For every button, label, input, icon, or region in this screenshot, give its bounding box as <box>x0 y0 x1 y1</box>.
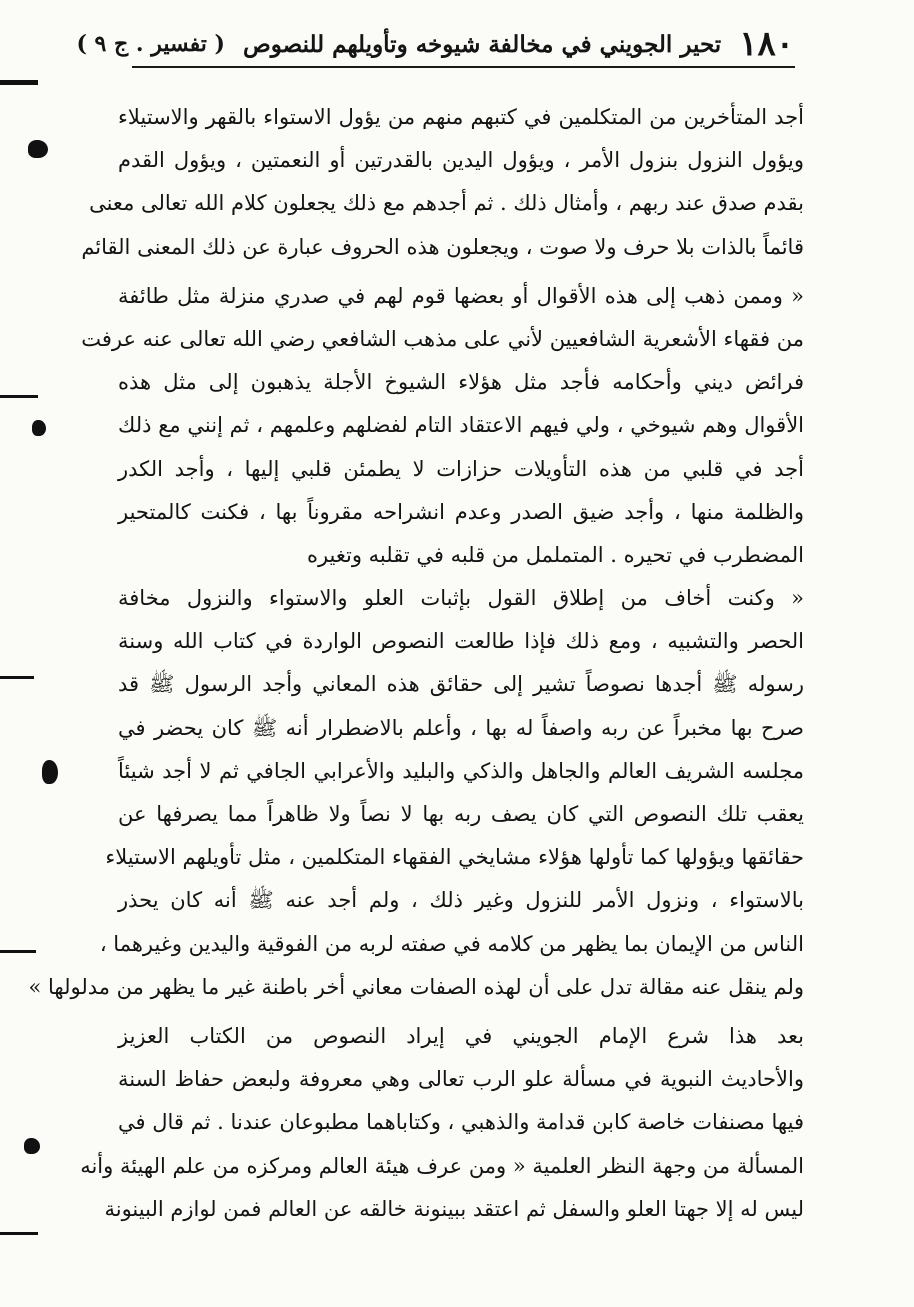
scan-mark <box>0 395 38 398</box>
text-line: فرائض ديني وأحكامه فأجد مثل هؤلاء الشيوخ الأجلة يذهبون إلى مثل هذه <box>118 370 804 395</box>
text-line: ويؤول النزول بنزول الأمر ، ويؤول اليدين بالقدرتين أو النعمتين ، ويؤول القدم <box>118 148 804 173</box>
text-line: مجلسه الشريف العالم والجاهل والذكي والبليد والأعرابي الجافي ثم لا أجد شيئاً <box>118 758 804 783</box>
paragraph-4 <box>80 1015 804 1231</box>
text-line: والأحاديث النبوية في مسألة علو الرب تعالى وهي معروفة ولبعض حفاظ السنة <box>118 1067 804 1092</box>
paragraph-2 <box>81 275 804 577</box>
text-line: بالاستواء ، ونزول الأمر للنزول وغير ذلك ، ولم أجد عنه ﷺ أنه كان يحذر <box>118 888 804 913</box>
page-number: ١٨٠ <box>739 24 794 64</box>
text-line: الأقوال وهم شيوخي ، ولي فيهم الاعتقاد التام لفضلهم وعلمهم ، ثم إنني مع ذلك <box>118 413 804 438</box>
text-line: يعقب تلك النصوص التي كان يصف ربه بها لا نصاً ولا ظاهراً مما يصرفها عن <box>118 802 804 826</box>
text-line: ليس له إلا جهتا العلو والسفل ثم اعتقد ببينونة خالقه عن العالم فمن لوازم البينونة <box>104 1196 804 1221</box>
header-rule <box>132 66 795 68</box>
page-header <box>76 22 794 66</box>
text-line: حقائقها ويؤولها كما تأولها هؤلاء مشايخي الفقهاء المتكلمين ، مثل تأويلهم الاستيلاء <box>105 845 804 870</box>
body-text <box>28 96 804 1231</box>
scan-mark <box>0 80 38 85</box>
text-line: الناس من الإيمان بما يظهر من كلامه في صفته لربه من الفوقية واليدين وغيرهما ، <box>99 931 804 956</box>
text-line: صرح بها مخبراً عن ربه واصفاً له بها ، وأعلم بالاضطرار أنه ﷺ كان يحضر في <box>118 715 804 740</box>
text-line: بعد هذا شرع الإمام الجويني في إيراد النصوص من الكتاب العزيز <box>118 1023 804 1048</box>
scan-blot <box>24 1138 40 1154</box>
text-line: « وكنت أخاف من إطلاق القول بإثبات العلو والاستواء والنزول مخافة <box>118 586 804 611</box>
text-line: فيها مصنفات خاصة كابن قدامة والذهبي ، وكتاباهما مطبوعان عندنا . ثم قال في <box>118 1110 804 1135</box>
scan-mark <box>0 1232 38 1235</box>
scan-mark <box>0 676 34 679</box>
text-line: من فقهاء الأشعرية الشافعيين لأني على مذهب الشافعي رضي الله تعالى عنه عرفت <box>81 326 804 351</box>
text-line: ولم ينقل عنه مقالة تدل على أن لهذه الصفات معاني أخر باطنة غير ما يظهر من مدلولها » <box>28 974 804 999</box>
scan-mark <box>0 950 36 953</box>
paragraph-1 <box>81 96 804 269</box>
scan-blot <box>42 760 58 784</box>
text-line: بقدم صدق عند ربهم ، وأمثال ذلك . ثم أجدهم مع ذلك يجعلون كلام الله تعالى معنى <box>89 191 804 216</box>
text-line: قائماً بالذات بلا حرف ولا صوت ، ويجعلون هذه الحروف عبارة عن ذلك المعنى القائم <box>81 234 804 259</box>
running-title: تحير الجويني في مخالفة شيوخه وتأويلهم للنصوص <box>242 30 722 58</box>
text-line: الحصر والتشبيه ، ومع ذلك فإذا طالعت النصوص الواردة في كتاب الله وسنة <box>118 629 804 654</box>
scan-blot <box>32 420 46 436</box>
text-line: المسألة من وجهة النظر العلمية « ومن عرف هيئة العالم ومركزه من علم الهيئة وأنه <box>80 1153 804 1178</box>
text-line: المضطرب في تحيره . المتململ من قلبه في تقلبه وتغيره <box>306 542 804 567</box>
text-line: رسوله ﷺ أجدها نصوصاً تشير إلى حقائق هذه المعاني وأجد الرسول ﷺ قد <box>118 672 804 697</box>
paragraph-3 <box>28 577 804 1009</box>
text-line: « وممن ذهب إلى هذه الأقوال أو بعضها قوم لهم في صدري منزلة مثل طائفة <box>118 283 804 308</box>
scan-blot <box>28 140 48 158</box>
text-line: أجد المتأخرين من المتكلمين في كتبهم منهم من يؤول الاستواء بالقهر والاستيلاء <box>118 105 804 129</box>
text-line: والظلمة منها ، وأجد ضيق الصدر وعدم انشراحه مقروناً بها ، فكنت كالمتحير <box>118 499 804 524</box>
text-line: أجد في قلبي من هذه التأويلات حزازات لا يطمئن قلبي إليها ، وأجد الكدر <box>118 456 804 481</box>
volume-reference: ( تفسير . ج ٩ ) <box>76 31 225 57</box>
